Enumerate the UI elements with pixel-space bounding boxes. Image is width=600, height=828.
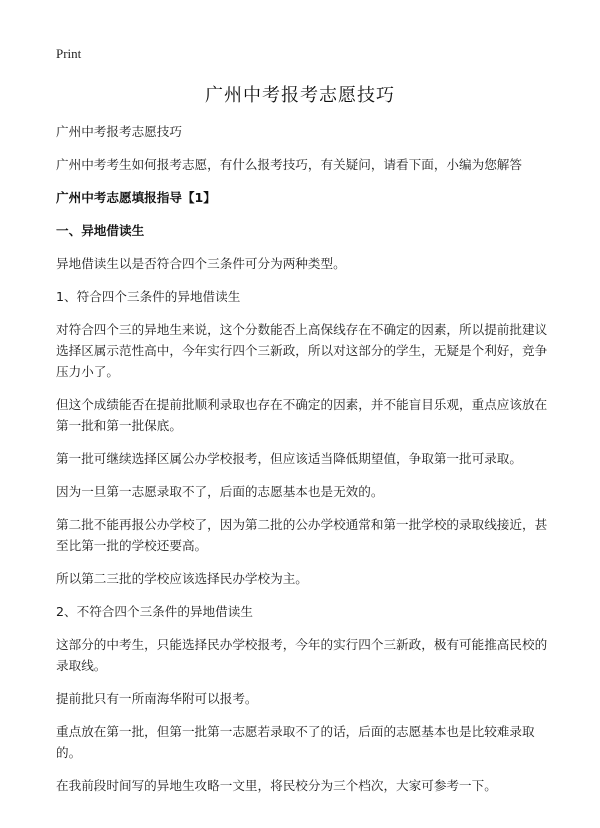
body-paragraph: 因为一旦第一志愿录取不了，后面的志愿基本也是无效的。 [56,484,384,499]
body-paragraph: 第一批可继续选择区属公办学校报考，但应该适当降低期望值，争取第一批可录取。 [56,451,522,466]
body-paragraph: 2、不符合四个三条件的异地借读生 [56,604,253,619]
body-paragraph: 在我前段时间写的异地生攻略一文里，将民校分为三个档次，大家可参考一下。 [56,778,497,793]
body-paragraph: 第二批不能再报公办学校了，因为第二批的公办学校通常和第一批学校的录取线接近，甚至比第一批的学校还要高。 [56,517,548,553]
body-paragraph: 这部分的中考生，只能选择民办学校报考，今年的实行四个三新政，极有可能推高民校的录取线。 [56,637,548,673]
print-label: Print [56,46,82,61]
body-paragraph: 广州中考考生如何报考志愿，有什么报考技巧，有关疑问，请看下面，小编为您解答 [56,157,522,172]
body-paragraph: 对符合四个三的异地生来说，这个分数能否上高保线存在不确定的因素，所以提前批建议选择区属示范性高中，今年实行四个三新政，所以对这部分的学生，无疑是个利好，竞争压力小了。 [56,322,548,379]
body-paragraph: 所以第二三批的学校应该选择民办学校为主。 [56,571,308,586]
body-paragraph: 但这个成绩能否在提前批顺利录取也存在不确定的因素，并不能盲目乐观，重点应该放在第一批和第一批保底。 [56,397,548,433]
section-heading: 广州中考志愿填报指导【1】 [56,190,216,205]
body-paragraph: 1、符合四个三条件的异地借读生 [56,289,241,304]
body-paragraph: 重点放在第一批，但第一批第一志愿若录取不了的话，后面的志愿基本也是比较难录取的。 [56,724,535,760]
body-paragraph: 异地借读生以是否符合四个三条件可分为两种类型。 [56,256,346,271]
section-heading: 一、异地借读生 [56,223,145,238]
document-title: 广州中考报考志愿技巧 [205,85,395,106]
body-paragraph: 广州中考报考志愿技巧 [56,124,182,139]
body-paragraph: 提前批只有一所南海华附可以报考。 [56,691,258,706]
document-body [56,121,552,808]
